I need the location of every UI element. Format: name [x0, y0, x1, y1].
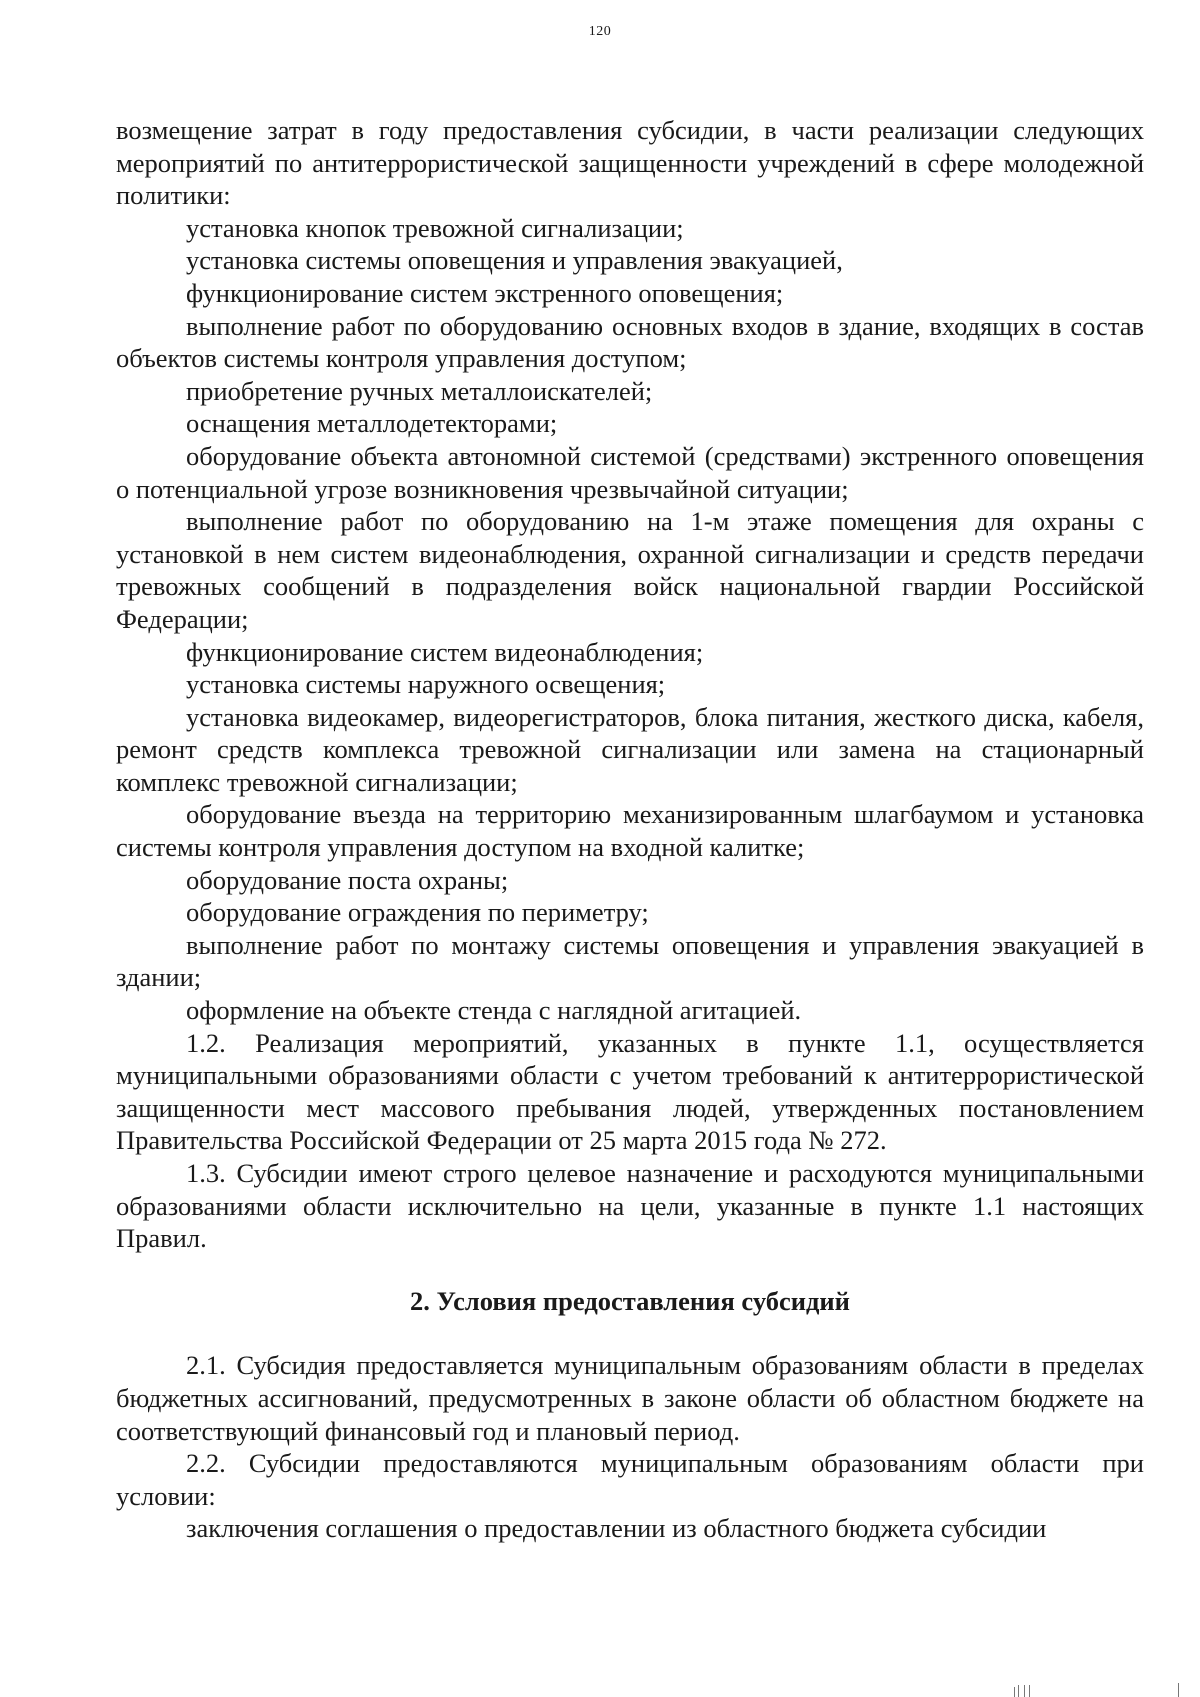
section-heading: 2. Условия предоставления субсидий: [410, 1285, 850, 1316]
paragraph: установка системы наружного освещения;: [186, 669, 666, 700]
scan-mark: [1029, 1685, 1030, 1697]
section-1-body: [116, 114, 1144, 1255]
paragraph: заключения соглашения о предоставлении из областного бюджета субсидии: [186, 1513, 1047, 1544]
paragraph: оборудование въезда на территорию механизированным шлагбаумом и установка системы контроля управления доступом на входной калитке;: [116, 799, 1144, 863]
scan-edge-marks: [0, 1679, 1200, 1697]
paragraph: 1.2. Реализация мероприятий, указанных в пункте 1.1, осуществляется муниципальными образованиями области с учетом требований к антитеррористической защищенности мест массового пребывания людей, утвержденных постановлением Правительства Российской Федерации от 25 марта 2015 года № 272.: [116, 1027, 1144, 1156]
scan-mark: [1018, 1685, 1019, 1697]
scan-mark: [1014, 1687, 1015, 1697]
section-2-body: [116, 1349, 1144, 1545]
paragraph: 2.1. Субсидия предоставляется муниципальным образованиям области в пределах бюджетных ассигнований, предусмотренных в законе области об областном бюджете на соответствующий финансовый год и плановый период.: [116, 1350, 1144, 1446]
paragraph: установка кнопок тревожной сигнализации;: [186, 212, 684, 243]
paragraph: оборудование поста охраны;: [186, 864, 509, 895]
paragraph: оформление на объекте стенда с наглядной агитацией.: [186, 995, 802, 1026]
paragraph: установка видеокамер, видеорегистраторов, блока питания, жесткого диска, кабеля, ремонт средств комплекса тревожной сигнализации или замена на стационарный комплекс тревожной сигнализации;: [116, 701, 1144, 797]
scan-mark: [1024, 1685, 1025, 1697]
scan-mark: [1178, 1683, 1179, 1697]
document-body: [116, 114, 1144, 1545]
paragraph: 2.2. Субсидии предоставляются муниципальным образованиям области при условии:: [116, 1448, 1144, 1511]
paragraph: функционирование систем экстренного оповещения;: [186, 277, 784, 308]
paragraph: функционирование систем видеонаблюдения;: [186, 636, 704, 667]
paragraph: приобретение ручных металлоискателей;: [186, 375, 653, 406]
paragraph: установка системы оповещения и управления эвакуацией,: [186, 245, 843, 276]
paragraph: выполнение работ по оборудованию основных входов в здание, входящих в состав объектов системы контроля управления доступом;: [116, 310, 1144, 374]
paragraph: выполнение работ по оборудованию на 1-м этаже помещения для охраны с установкой в нем систем видеонаблюдения, охранной сигнализации и средств передачи тревожных сообщений в подразделения войск национальной гвардии Российской Федерации;: [116, 506, 1144, 634]
paragraph: оснащения металлодетекторами;: [186, 408, 558, 439]
paragraph: выполнение работ по монтажу системы оповещения и управления эвакуацией в здании;: [116, 929, 1144, 993]
paragraph: оборудование ограждения по периметру;: [186, 897, 649, 928]
paragraph: 1.3. Субсидии имеют строго целевое назначение и расходуются муниципальными образованиями области исключительно на цели, указанные в пункте 1.1 настоящих Правил.: [116, 1158, 1144, 1254]
paragraph: оборудование объекта автономной системой (средствами) экстренного оповещения о потенциальной угрозе возникновения чрезвычайной ситуации;: [116, 440, 1144, 504]
paragraph: возмещение затрат в году предоставления субсидии, в части реализации следующих мероприятий по антитеррористической защищенности учреждений в сфере молодежной политики:: [116, 115, 1144, 211]
page-number: 120: [588, 24, 612, 39]
